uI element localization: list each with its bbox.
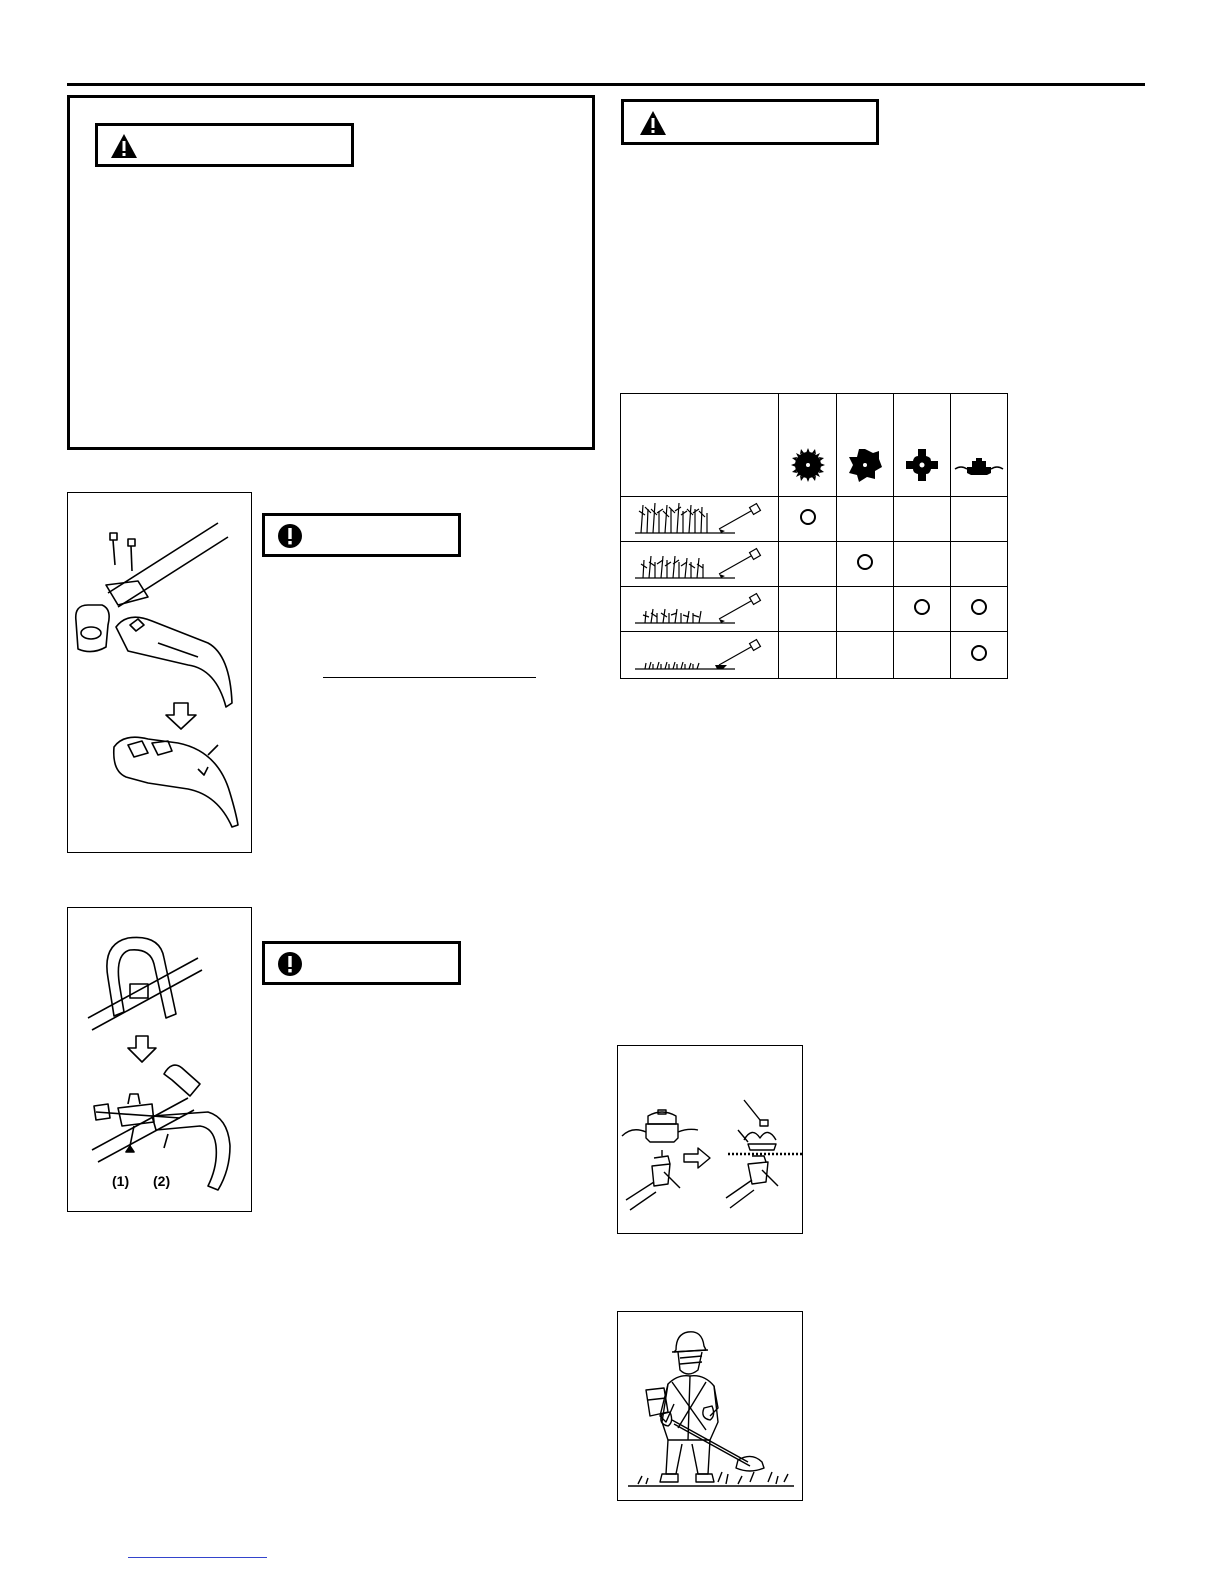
mark-cell [894, 542, 951, 587]
suitable-mark [857, 554, 873, 570]
vegetation-tall-brush [621, 497, 779, 542]
handle-illustration [68, 908, 251, 1211]
guard-installation-figure [67, 492, 252, 853]
warning-triangle-icon [639, 110, 667, 136]
blank-underline [323, 677, 536, 678]
warning-label [95, 123, 354, 167]
nylon-line-head-icon [953, 445, 1005, 485]
notice-label-1 [262, 513, 461, 557]
mark-cell [951, 587, 1008, 632]
four-tooth-blade-icon [902, 445, 942, 485]
tall-brush-icon [635, 499, 765, 535]
footer-link-underline[interactable] [128, 1557, 267, 1558]
warning-label-right [621, 99, 879, 145]
warning-panel [67, 95, 595, 450]
operator-illustration [618, 1312, 802, 1500]
header-rule [67, 83, 1145, 86]
suitable-mark [971, 599, 987, 615]
notice-exclamation-icon [277, 523, 303, 549]
mark-cell [894, 632, 951, 679]
mark-cell [951, 542, 1008, 587]
notice-label-2 [262, 941, 461, 985]
mark-cell [779, 587, 837, 632]
table-header-four-tooth-blade [894, 394, 951, 497]
callout-2: (2) [153, 1173, 171, 1189]
table-header-saw-blade [779, 394, 837, 497]
nylon-head-illustration [618, 1046, 802, 1233]
vegetation-medium-brush [621, 542, 779, 587]
mark-cell [779, 542, 837, 587]
suitable-mark [914, 599, 930, 615]
mark-cell [951, 497, 1008, 542]
saw-blade-icon [788, 445, 828, 485]
vegetation-low-weeds [621, 587, 779, 632]
mark-cell [951, 632, 1008, 679]
mark-cell [894, 497, 951, 542]
medium-brush-icon [635, 544, 765, 580]
table-header-nylon-head [951, 394, 1008, 497]
vegetation-short-grass [621, 632, 779, 679]
mark-cell [837, 587, 894, 632]
mark-cell [837, 632, 894, 679]
table-header-tri-blade [837, 394, 894, 497]
cutting-attachment-table [620, 393, 1008, 679]
callout-1: (1) [112, 1173, 130, 1189]
warning-triangle-icon [110, 133, 138, 159]
mark-cell [779, 632, 837, 679]
handle-installation-figure [67, 907, 252, 1212]
mark-cell [837, 497, 894, 542]
tri-cut-blade-icon [845, 445, 885, 485]
suitable-mark [971, 645, 987, 661]
short-grass-icon [635, 635, 765, 671]
mark-cell [837, 542, 894, 587]
suitable-mark [800, 509, 816, 525]
guard-illustration [68, 493, 251, 852]
table-header-corner [621, 394, 779, 497]
mark-cell [779, 497, 837, 542]
low-weeds-icon [635, 589, 765, 625]
notice-exclamation-icon [277, 951, 303, 977]
operator-safety-figure [617, 1311, 803, 1501]
mark-cell [894, 587, 951, 632]
nylon-head-installation-figure [617, 1045, 803, 1234]
